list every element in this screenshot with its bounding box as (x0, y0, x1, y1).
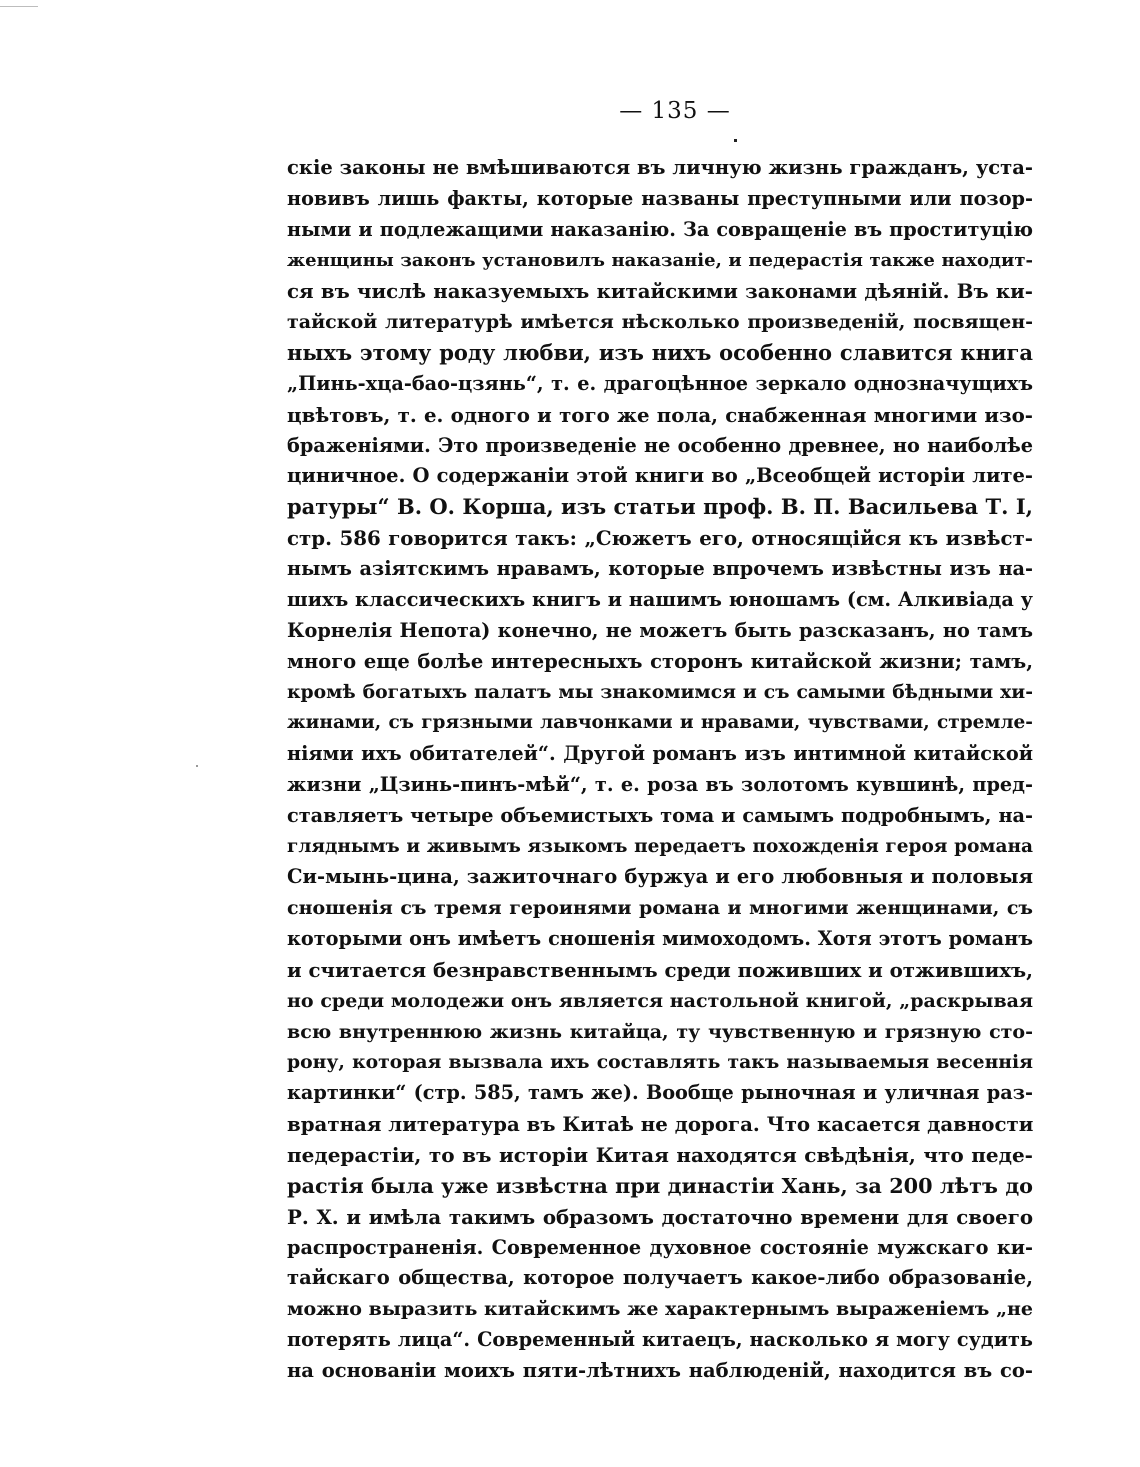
text-line: ными и подлежащими наказанію. За совращеніе въ проституцію (287, 217, 1033, 241)
scan-edge-mark (0, 6, 38, 7)
text-line: женщины законъ установилъ наказаніе, и педерастія также находит- (287, 249, 1033, 271)
text-line: тайскаго общества, которое получаетъ какое-либо образованіе, (287, 1266, 1033, 1290)
text-line: рону, которая вызвала ихъ составлять такъ называемыя весеннія (287, 1051, 1033, 1074)
text-line: ставляетъ четыре объемистыхъ тома и самымъ подробнымъ, на- (287, 803, 1033, 827)
text-line: нымъ азіятскимъ нравамъ, которые впрочемъ извѣстны изъ на- (287, 556, 1033, 580)
text-line: ся въ числѣ наказуемыхъ китайскими законами дѣяній. Въ ки- (287, 279, 1033, 304)
text-line: педерастіи, то въ исторіи Китая находятся свѣдѣнія, что педе- (287, 1143, 1033, 1167)
page-number: — 135 — (619, 98, 731, 124)
text-line: браженіями. Это произведеніе не особенно древнее, но наиболѣе (287, 433, 1033, 457)
text-line: растія была уже извѣстна при династіи Хань, за 200 лѣтъ до (287, 1173, 1033, 1198)
text-line: Корнелія Непота) конечно, не можетъ быть разсказанъ, но тамъ (287, 618, 1033, 642)
text-line: но среди молодежи онъ является настольной книгой, „раскрывая (287, 989, 1033, 1012)
text-line: всю внутреннюю жизнь китайца, ту чувственную и грязную сто- (287, 1020, 1033, 1043)
text-line: цвѣтовъ, т. е. одного и того же пола, снабженная многими изо- (287, 402, 1033, 427)
text-line: шихъ классическихъ книгъ и нашимъ юношамъ (см. Алкивіада у (287, 587, 1033, 611)
text-line: и считается безнравственнымъ среди поживших и отжившихъ, (287, 957, 1033, 982)
text-line: кромѣ богатыхъ палатъ мы знакомимся и съ самыми бѣдными хи- (287, 681, 1033, 704)
text-line: ныхъ этому роду любви, изъ нихъ особенно славится книга (287, 340, 1033, 366)
text-line: жинами, съ грязными лавчонками и нравами, чувствами, стремле- (287, 712, 1033, 734)
text-line: стр. 586 говорится такъ: „Сюжетъ его, относящійся къ извѣст- (287, 526, 1033, 551)
text-line: распространенія. Современное духовное состояніе мужскаго ки- (287, 1235, 1033, 1259)
text-line: потерять лица“. Современный китаецъ, насколько я могу судить (287, 1328, 1033, 1352)
header-speck (734, 139, 737, 142)
text-line: картинки“ (стр. 585, тамъ же). Вообще рыночная и уличная раз- (287, 1081, 1033, 1105)
text-line: на основаніи моихъ пяти-лѣтнихъ наблюденій, находится въ со- (287, 1358, 1033, 1382)
text-line: скіе законы не вмѣшиваются въ личную жизнь гражданъ, уста- (287, 156, 1033, 179)
text-line: гляднымъ и живымъ языкомъ передаетъ похожденія героя романа (287, 835, 1033, 857)
text-line: новивъ лишь факты, которые названы преступными или позор- (287, 186, 1033, 210)
text-line: ніями ихъ обитателей“. Другой романъ изъ интимной китайской (287, 742, 1033, 766)
text-line: много еще болѣе интересныхъ сторонъ китайской жизни; тамъ, (287, 649, 1033, 673)
text-line: Р. Х. и имѣла такимъ образомъ достаточно времени для своего (287, 1204, 1033, 1229)
text-line: Си-мынь-цина, зажиточнаго буржуа и его любовныя и половыя (287, 865, 1033, 889)
text-line: вратная литература въ Китаѣ не дорога. Что касается давности (287, 1112, 1033, 1137)
text-line: которыми онъ имѣетъ сношенія мимоходомъ. Хотя этотъ романъ (287, 927, 1033, 951)
text-line: можно выразить китайскимъ же характернымъ выраженіемъ „не (287, 1298, 1033, 1321)
text-line: „Пинь-хца-бао-цзянь“, т. е. драгоцѣнное зеркало однозначущихъ (287, 371, 1033, 395)
text-line: сношенія съ тремя героинями романа и многими женщинами, съ (287, 897, 1033, 920)
text-line: тайской литературѣ имѣется нѣсколько произведеній, посвящен- (287, 311, 1033, 334)
body-text (287, 153, 1033, 1387)
text-line: ратуры“ В. О. Корша, изъ статьи проф. В. П. Васильева Т. I, (287, 494, 1033, 520)
margin-speck (196, 765, 198, 767)
text-line: жизни „Цзинь-пинъ-мѣй“, т. е. роза въ золотомъ кувшинѣ, пред- (287, 772, 1033, 796)
text-line: циничное. О содержаніи этой книги во „Всеобщей исторіи лите- (287, 464, 1033, 488)
